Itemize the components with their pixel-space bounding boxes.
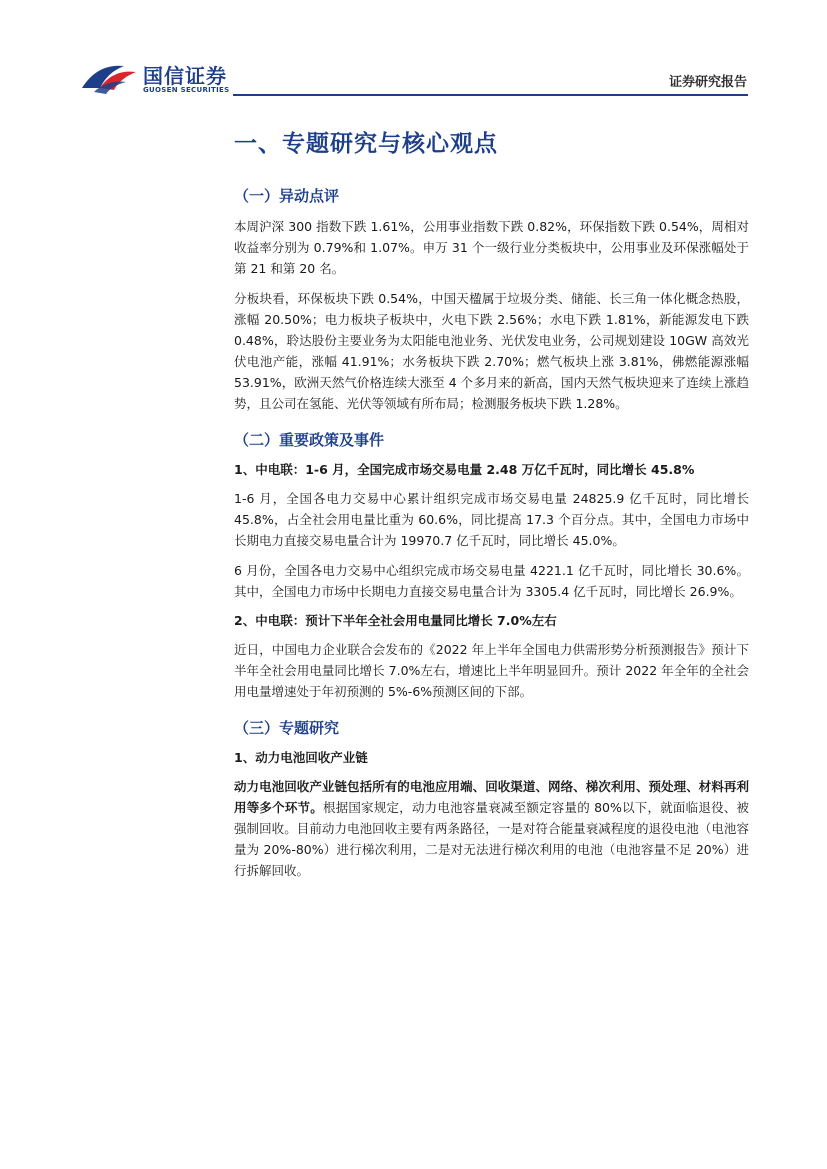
paragraph: 6 月份，全国各电力交易中心组织完成市场交易电量 4221.1 亿千瓦时，同比增长 30.6%。其中，全国电力市场中长期电力直接交易电量合计为 3305.4 亿千瓦时，同比增长 26.9%。 [234,563,749,599]
paragraph: 1-6 月，全国各电力交易中心累计组织完成市场交易电量 24825.9 亿千瓦时，同比增长 45.8%，占全社会用电量比重为 60.6%，同比提高 17.3 个百分点。其中，全国电力市场中长期电力直接交易电量合计为 19970.7 亿千瓦时，同比增长 45.0%。 [234,491,749,548]
section-heading-anomaly: （一）异动点评 [234,187,340,205]
report-body [234,126,749,890]
logo-chinese-name: 国信证券 [143,64,227,88]
header-divider [233,94,748,96]
item-title: 1、动力电池回收产业链 [234,750,368,765]
paragraph: 近日，中国电力企业联合会发布的《2022 年上半年全国电力供需形势分析预测报告》预计下半年全社会用电量同比增长 7.0%左右，增速比上半年明显回升。预计 2022 年全年的全社会用电量增速处于年初预测的 5%-6%预测区间的下部。 [234,642,749,699]
section-heading-research: （三）专题研究 [234,719,340,737]
paragraph-text: 根据国家规定，动力电池容量衰减至额定容量的 80%以下，就面临退役、被强制回收。目前动力电池回收主要有两条路径，一是对符合能量衰减程度的退役电池（电池容量为 20%-80%）进行梯次利用，二是对无法进行梯次利用的电池（电池容量不足 20%）进行拆解回收。 [234,800,749,878]
paragraph: 分板块看，环保板块下跌 0.54%，中国天楹属于垃圾分类、储能、长三角一体化概念热股，涨幅 20.50%；电力板块子板块中，火电下跌 2.56%；水电下跌 1.81%，新能源发电下跌 0.48%，聆达股份主要业务为太阳能电池业务、光伏发电业务，公司规划建设 10GW 高效光伏电池产能，涨幅 41.91%；水务板块下跌 2.70%；燃气板块上涨 3.81%，佛燃能源涨幅 53.91%，欧洲天然气价格连续大涨至 4 个多月来的新高，国内天然气板块迎来了连续上涨趋势，且公司在氢能、光伏等领域有所布局；检测服务板块下跌 1.28%。 [234,291,749,411]
page-header [0,0,827,100]
logo-english-name: GUOSEN SECURITIES [143,86,230,94]
section-heading-policy: （二）重要政策及事件 [234,431,385,449]
item-title: 1、中电联：1-6 月，全国完成市场交易电量 2.48 万亿千瓦时，同比增长 45.8% [234,462,695,477]
bold-lead-text: 动力电池回收产业链包括所有的电池应用端、回收渠道、网络、梯次利用、预处理、材料再利用等多个环节。 [234,779,749,815]
guosen-logo-icon [80,58,138,94]
paragraph: 本周沪深 300 指数下跌 1.61%，公用事业指数下跌 0.82%，环保指数下跌 0.54%，周相对收益率分别为 0.79%和 1.07%。申万 31 个一级行业分类板块中，公用事业及环保涨幅处于第 21 和第 20 名。 [234,219,749,276]
page-title: 一、专题研究与核心观点 [234,131,498,157]
item-title: 2、中电联：预计下半年全社会用电量同比增长 7.0%左右 [234,613,557,628]
paragraph [234,776,749,881]
report-type-label: 证券研究报告 [668,75,747,90]
